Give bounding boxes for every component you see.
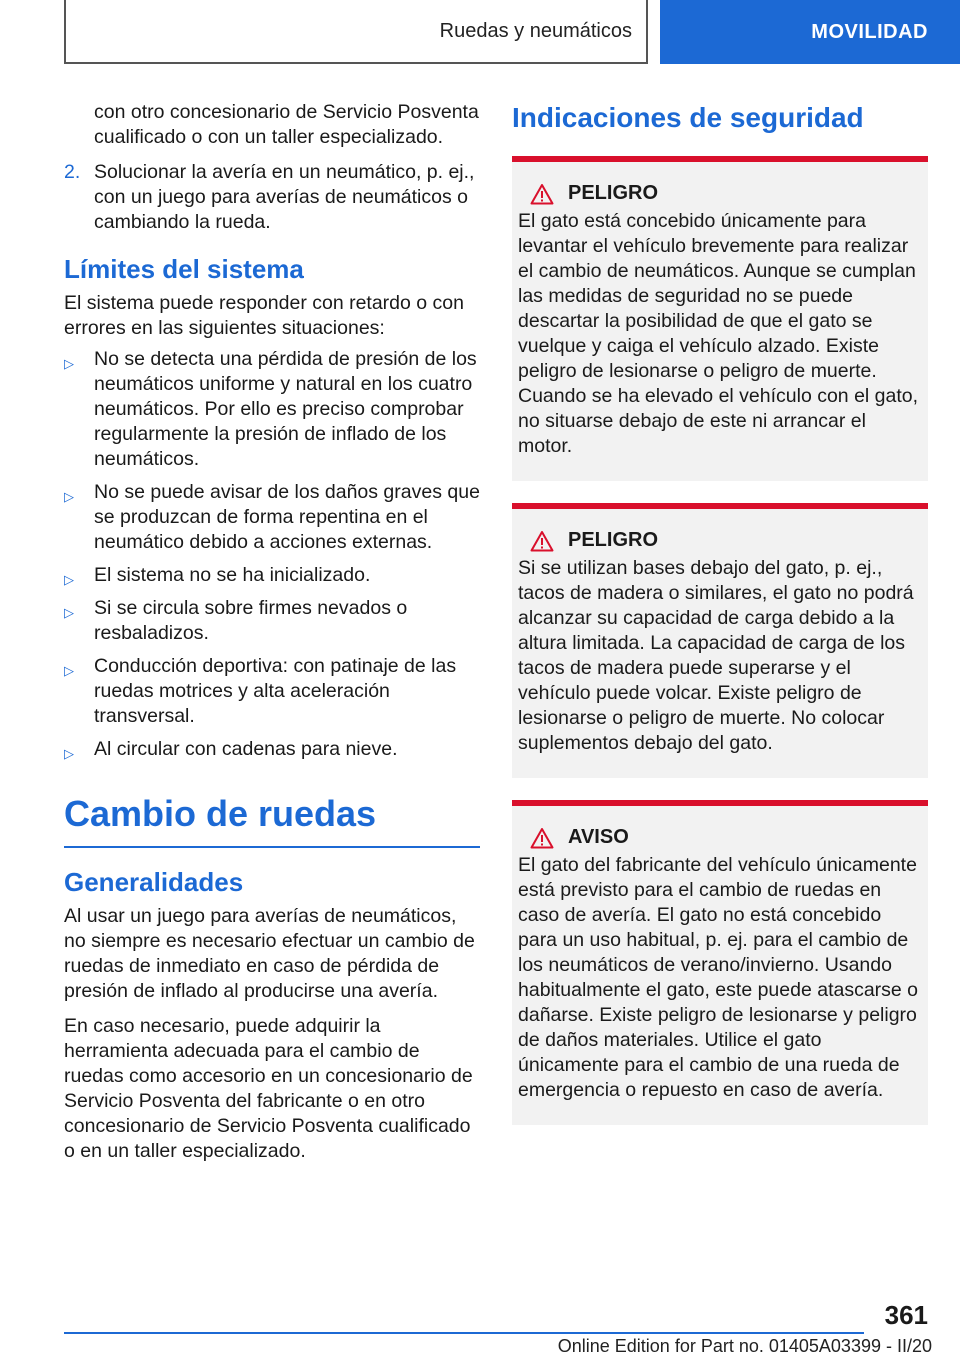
chapter-heading: Cambio de ruedas	[64, 792, 480, 848]
header-chapter-title: MOVILIDAD	[811, 20, 928, 43]
list-item	[64, 596, 480, 646]
triangle-bullet-icon: ▷	[64, 746, 74, 761]
triangle-bullet-icon: ▷	[64, 356, 74, 371]
list-item-text: Conducción deportiva: con patinaje de las ruedas motrices y alta aceleración transversal.	[94, 655, 457, 727]
warning-triangle-icon	[530, 530, 554, 552]
warning-label: PELIGRO	[568, 529, 659, 551]
general-paragraph-2: En caso necesario, puede adquirir la herramienta adecuada para el cambio de ruedas como accesorio en un concesionario de Servicio Posventa del fabricante o en otro concesionario de Servicio Posventa cualificado o en un taller especializado.	[64, 1015, 473, 1162]
list-item-text: Al circular con cadenas para nieve.	[94, 738, 398, 760]
continued-text: con otro concesionario de Servicio Posventa cualificado o con un taller especializado.	[94, 101, 479, 148]
safety-heading: Indicaciones de seguridad	[512, 102, 864, 133]
warning-triangle-icon	[530, 827, 554, 849]
notice-box	[512, 800, 928, 1125]
list-item	[64, 480, 480, 555]
warning-text: El gato del fabricante del vehículo únicamente está previsto para el cambio de ruedas en caso de avería. El gato no está concebido para un uso habitual, p. ej. para el cambio de los neumáticos de verano/invierno. Usando habitualmente el gato, este puede atascarse o dañarse. Existe peligro de lesionarse y peligro de daños materiales. Utilice el gato únicamente para el cambio de una rueda de emergencia o repuesto en caso de avería.	[518, 854, 919, 1101]
warning-label: PELIGRO	[568, 182, 659, 204]
step-number: 2.	[64, 161, 81, 183]
warning-header	[530, 182, 920, 205]
right-column	[512, 100, 928, 1147]
steps-list	[64, 160, 480, 235]
list-item	[64, 654, 480, 729]
header-section-tab	[64, 0, 648, 64]
step-text: Solucionar la avería en un neumático, p. ej., con un juego para averías de neumáticos o cambiando la rueda.	[94, 161, 475, 233]
list-item-text: No se puede avisar de los daños graves que se produzcan de forma repentina en el neumático debido a acciones externas.	[94, 481, 480, 553]
list-item-text: Si se circula sobre firmes nevados o resbaladizos.	[94, 597, 408, 644]
header-section-title: Ruedas y neumáticos	[439, 19, 632, 42]
list-item-text: El sistema no se ha inicializado.	[94, 564, 371, 586]
warning-box	[512, 503, 928, 778]
page-number: 361	[884, 1300, 928, 1330]
warning-box	[512, 156, 928, 481]
warning-text: El gato está concebido únicamente para levantar el vehículo brevemente para realizar el cambio de neumáticos. Aunque se cumplan las medidas de seguridad no se puede descartar la posibilidad de que el gato se vuelque y caiga el vehículo alzado. Existe peligro de lesionarse o peligro de muerte. Cuando se ha elevado el vehículo con el gato, no situarse debajo de este ni arrancar el motor.	[518, 210, 919, 457]
warning-header	[530, 529, 920, 552]
warning-triangle-icon	[530, 183, 554, 205]
footer-edition: Online Edition for Part no. 01405A03399 - II/20	[557, 1336, 932, 1356]
limits-intro: El sistema puede responder con retardo o con errores en las siguientes situaciones:	[64, 292, 464, 339]
step-item	[64, 160, 480, 235]
list-item	[64, 737, 480, 762]
limits-list	[64, 347, 480, 762]
list-item-text: No se detecta una pérdida de presión de los neumáticos uniforme y natural en los cuatro neumáticos. Por ello es preciso comprobar regularmente la presión de inflado de los neumáticos.	[94, 348, 477, 470]
triangle-bullet-icon: ▷	[64, 489, 74, 504]
left-column	[64, 100, 480, 1174]
header-chapter-tab	[660, 0, 960, 64]
triangle-bullet-icon: ▷	[64, 605, 74, 620]
general-paragraph-1: Al usar un juego para averías de neumáticos, no siempre es necesario efectuar un cambio de ruedas de inmediato en caso de pérdida de presión de inflado al producirse una avería.	[64, 905, 475, 1002]
list-item	[64, 347, 480, 472]
general-heading: Generalidades	[64, 867, 244, 897]
list-item	[64, 563, 480, 588]
footer-divider	[64, 1332, 864, 1334]
warning-label: AVISO	[568, 826, 629, 848]
limits-heading: Límites del sistema	[64, 254, 304, 284]
warning-header	[530, 826, 920, 849]
triangle-bullet-icon: ▷	[64, 663, 74, 678]
warning-text: Si se utilizan bases debajo del gato, p. ej., tacos de madera o similares, el gato no podrá alcanzar su capacidad de carga debido a la altura limitada. La capacidad de carga de los tacos de madera puede superarse y el vehículo puede volcar. Existe peligro de lesionarse o peligro de muerte. No colocar suplementos debajo del gato.	[518, 557, 914, 754]
triangle-bullet-icon: ▷	[64, 572, 74, 587]
